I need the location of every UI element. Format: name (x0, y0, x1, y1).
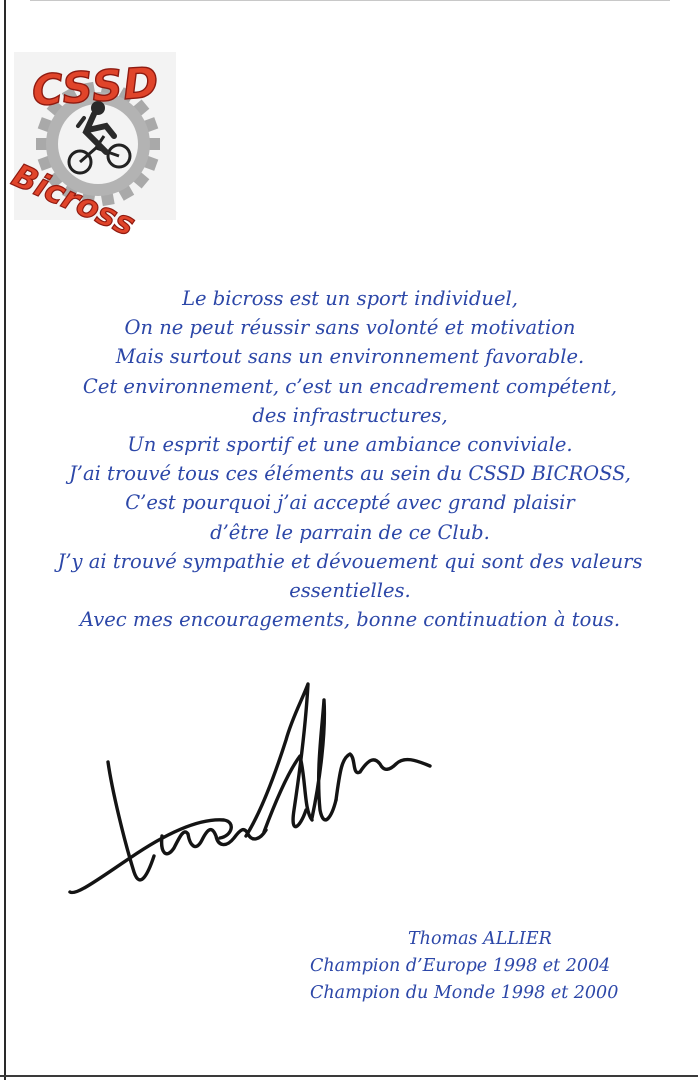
page-edge-left (4, 0, 6, 1080)
club-logo (6, 52, 176, 244)
signatory-name: Thomas ALLIER (408, 929, 552, 949)
message-line: Le bicross est un sport individuel, (182, 287, 518, 310)
logo-title-cssd: CSSD (30, 57, 161, 116)
message-line: C’est pourquoi j’ai accepté avec grand plaisir (125, 491, 575, 515)
message-line: des infrastructures, (252, 403, 448, 427)
page-edge-bottom (0, 1075, 698, 1077)
page-edge-top (30, 0, 670, 1)
signatory-block (250, 926, 630, 1007)
signatory-title: Champion d’Europe 1998 et 2004 (310, 956, 611, 976)
message-line: d’être le parrain de ce Club. (210, 520, 490, 544)
message-line: essentielles. (289, 579, 411, 603)
message-line: Avec mes encouragements, bonne continuation à tous. (79, 608, 621, 632)
handwritten-signature (50, 660, 470, 910)
message-text (30, 284, 670, 634)
signatory-title: Champion du Monde 1998 et 2000 (310, 983, 619, 1003)
message-line: Cet environnement, c’est un encadrement compétent, (82, 374, 618, 398)
logo-text-layer (6, 52, 176, 244)
message-line: Mais surtout sans un environnement favorable. (115, 345, 585, 369)
message-line: On ne peut réussir sans volonté et motivation (124, 316, 576, 340)
message-line: J’ai trouvé tous ces éléments au sein du CSSD BICROSS, (68, 462, 632, 486)
message-line: J’y ai trouvé sympathie et dévouement qui sont des valeurs (57, 549, 643, 573)
message-line: Un esprit sportif et une ambiance conviviale. (127, 433, 573, 457)
logo-title-bicross: Bicross (6, 156, 141, 244)
